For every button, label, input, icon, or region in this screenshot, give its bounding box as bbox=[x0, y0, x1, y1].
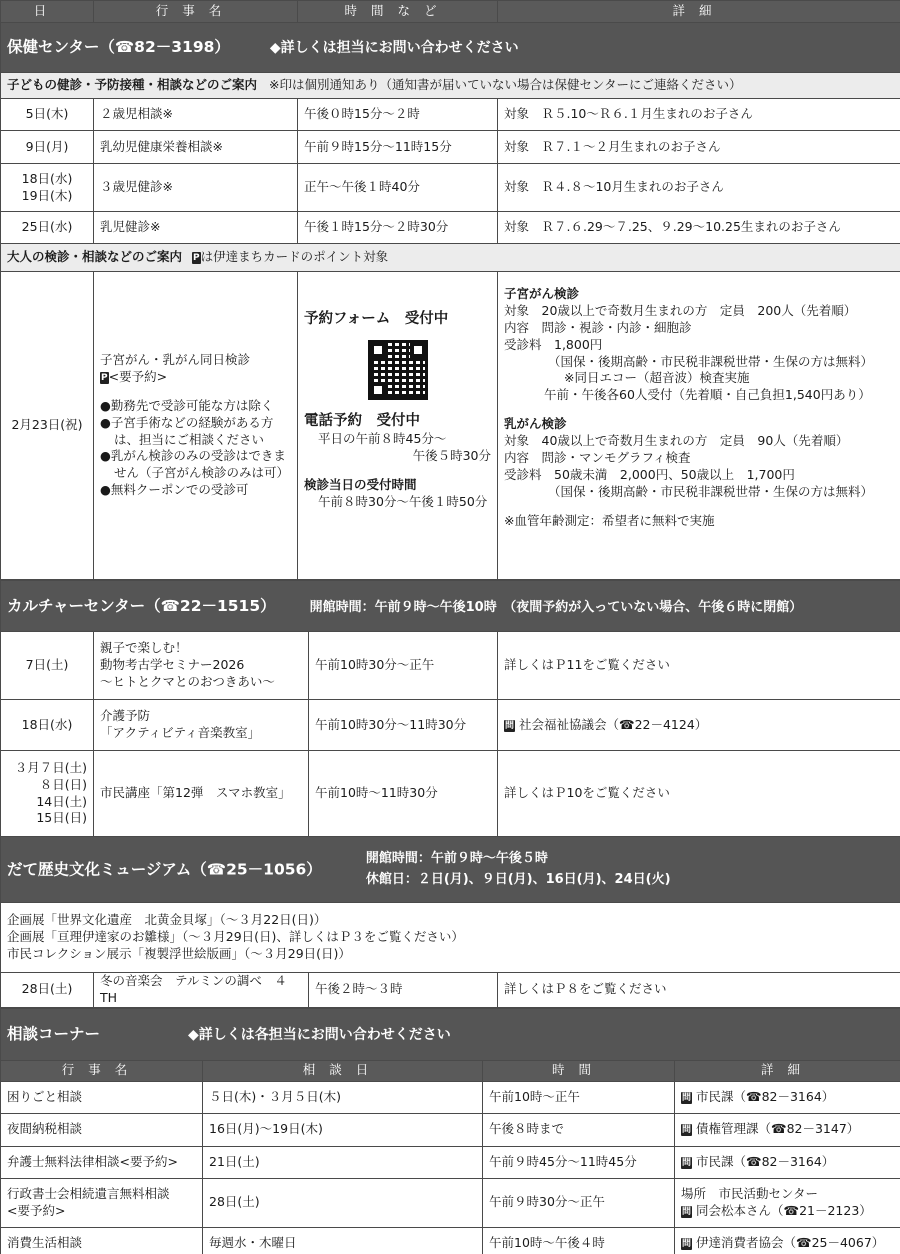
culture-section-header: カルチャーセンター（☎22－1515） 開館時間：午前９時～午後10時 （夜間予約が入っていない場合、午後６時に閉館） bbox=[1, 581, 900, 632]
table-row: 25日(水) 乳児健診※ 午後１時15分～２時30分 対象 Ｒ７.６.29～７.25、９.29～10.25生まれのお子さん bbox=[1, 212, 900, 244]
table-row: 9日(月) 乳幼児健康栄養相談※ 午前９時15分～11時15分 対象 Ｒ７.１～２月生まれのお子さん bbox=[1, 131, 900, 164]
table-row: 7日(土) 親子で楽しむ！ 動物考古学セミナー2026 ～ヒトとクマとのおつきあい～ 午前10時30分～正午 詳しくはＰ11をご覧ください bbox=[1, 632, 900, 700]
table-row: 弁護士無料法律相談<要予約> 21日(土) 午前９時45分～11時45分 問 市民課（☎82－3164） bbox=[1, 1146, 900, 1178]
inquiry-icon: 問 bbox=[682, 1239, 692, 1250]
table-row: 18日(水) 介護予防 「アクティビティ音楽教室」 午前10時30分～11時30分 問 社会福祉協議会（☎22－4124） bbox=[1, 700, 900, 751]
gan-kenshin-row: 2月23日(祝) 子宮がん・乳がん同日検診 P<要予約> ●勤務先で受診可能な方は除く ●子宮手術などの経験がある方は、担当にご相談ください ●乳がん検診のみの受診はできません（子宮がん検診のみは可） ●無料クーポンでの受診可 予約フォーム 受付中 電話予約 受付中 平日の午前８時45分～ 午後５時30分 検診当日の受付時間 午前８時30分～午後１時50分 子宮がん検診 対象 20歳以上で奇数月生まれの方 定員 200人（先着順） 内容 問診・視診・内診・細胞診 受診料 1,800円 （国保・後期高齢・市民税非課税世帯・生保の方は無料） ※同日エコー（超音波）検査実施 午前・午後各60人受付（先着順・自己負担1,540円あり） 乳がん検診 対象 40歳以上で奇数月生まれの方 定員 90人（先着順） 内容 問診・マンモグラフィ検査 受診料 50歳未満 2,000円、50歳以上 1,700円 （国保・後期高齢・市民税非課税世帯・生保の方は無料） ※血管年齢測定：希望者に無料で実施 bbox=[1, 272, 900, 580]
culture-table bbox=[0, 580, 900, 1008]
otona-subheader: 大人の検診・相談などのご案内 Pは伊達まちカードのポイント対象 bbox=[1, 244, 900, 272]
museum-section-header: だて歴史文化ミュージアム（☎25－1056） 開館時間：午前９時～午後５時 休館日：２日(月)、９日(月)、16日(月)、24日(火) bbox=[1, 837, 900, 903]
kodomo-subheader: 子どもの健診・予防接種・相談などのご案内 ※印は個別通知あり（通知書が届いていない場合は保健センターにご連絡ください） bbox=[1, 73, 900, 99]
table-row: 18日(水) 19日(木) ３歳児健診※ 正午～午後１時40分 対象 Ｒ４.８～10月生まれのお子さん bbox=[1, 164, 900, 212]
table-row: 困りごと相談 ５日(木)・３月５日(木) 午前10時～正午 問 市民課（☎82－3164） bbox=[1, 1081, 900, 1113]
main-table bbox=[0, 0, 900, 580]
inquiry-icon: 問 bbox=[682, 1157, 692, 1168]
table-row: ３月７日(土) ８日(日) 14日(土) 15日(日) 市民講座「第12弾 スマホ教室」 午前10時～11時30分 詳しくはＰ10をご覧ください bbox=[1, 751, 900, 837]
col-event: 行事名 bbox=[94, 1, 298, 23]
col-time: 時間など bbox=[298, 1, 498, 23]
point-badge-icon: P bbox=[101, 372, 108, 383]
soudan-section-header: 相談コーナー ◆詳しくは各担当にお問い合わせください bbox=[1, 1008, 900, 1060]
hoken-section-header: 保健センター（☎82－3198） ◆詳しくは担当にお問い合わせください bbox=[1, 23, 900, 73]
col-date: 日 bbox=[1, 1, 94, 23]
exhibition-list: 企画展「世界文化遺産 北黄金貝塚」（～３月22日(日)） 企画展「亘理伊達家のお雛様」（～３月29日(日)、詳しくはＰ３をご覧ください） 市民コレクション展示「複製浮世絵版画」（～３月29日(日)） bbox=[1, 903, 900, 973]
inquiry-icon: 問 bbox=[682, 1092, 692, 1103]
inquiry-icon: 問 bbox=[682, 1125, 692, 1136]
point-badge-icon: P bbox=[193, 253, 200, 264]
table-row: 夜間納税相談 16日(月)～19日(木) 午後８時まで 問 債権管理課（☎82－3147） bbox=[1, 1113, 900, 1146]
inquiry-icon: 問 bbox=[505, 720, 515, 731]
inquiry-icon: 問 bbox=[682, 1206, 692, 1217]
table-row: 消費生活相談 毎週水・木曜日 午前10時～午後４時 問 伊達消費者協会（☎25－4067） bbox=[1, 1227, 900, 1254]
table-row: 行政書士会相続遺言無料相談 <要予約> 28日(土) 午前９時30分～正午 場所 市民活動センター 問 同会松本さん（☎21－2123） bbox=[1, 1178, 900, 1227]
soudan-table: 相談コーナー ◆詳しくは各担当にお問い合わせください 行事名 相談日 時間 詳細 困りごと相談 ５日(木)・３月５日(木) 午前10時～正午 問 市民課（☎82－3164） 夜間納税相談 16日(月)～19日(木) 午後８時まで 問 債権管理課（☎82－3147） 弁護士無料法律相談<要予約> 21日(土) 午前９時45分～11時45分 問 市民課（☎82－3164） 行政書士会相続遺言無料相談 <要予約> 28日(土) 午前９時30分～正午 場所 市民活動センター 問 同会松本さん（☎21－2123） 消費生活相談 毎週水・木曜日 午前10時～午後４時 問 伊達消費者協会（☎25－4067） bbox=[0, 1008, 900, 1254]
qr-code[interactable] bbox=[368, 340, 428, 400]
col-detail: 詳細 bbox=[498, 1, 900, 23]
table-row: 28日(土) 冬の音楽会 テルミンの調べ ４TH 午後２時～３時 詳しくはＰ８をご覧ください bbox=[1, 973, 900, 1008]
table-row: 5日(木) ２歳児相談※ 午後０時15分～２時 対象 Ｒ５.10～Ｒ６.１月生まれのお子さん bbox=[1, 99, 900, 131]
